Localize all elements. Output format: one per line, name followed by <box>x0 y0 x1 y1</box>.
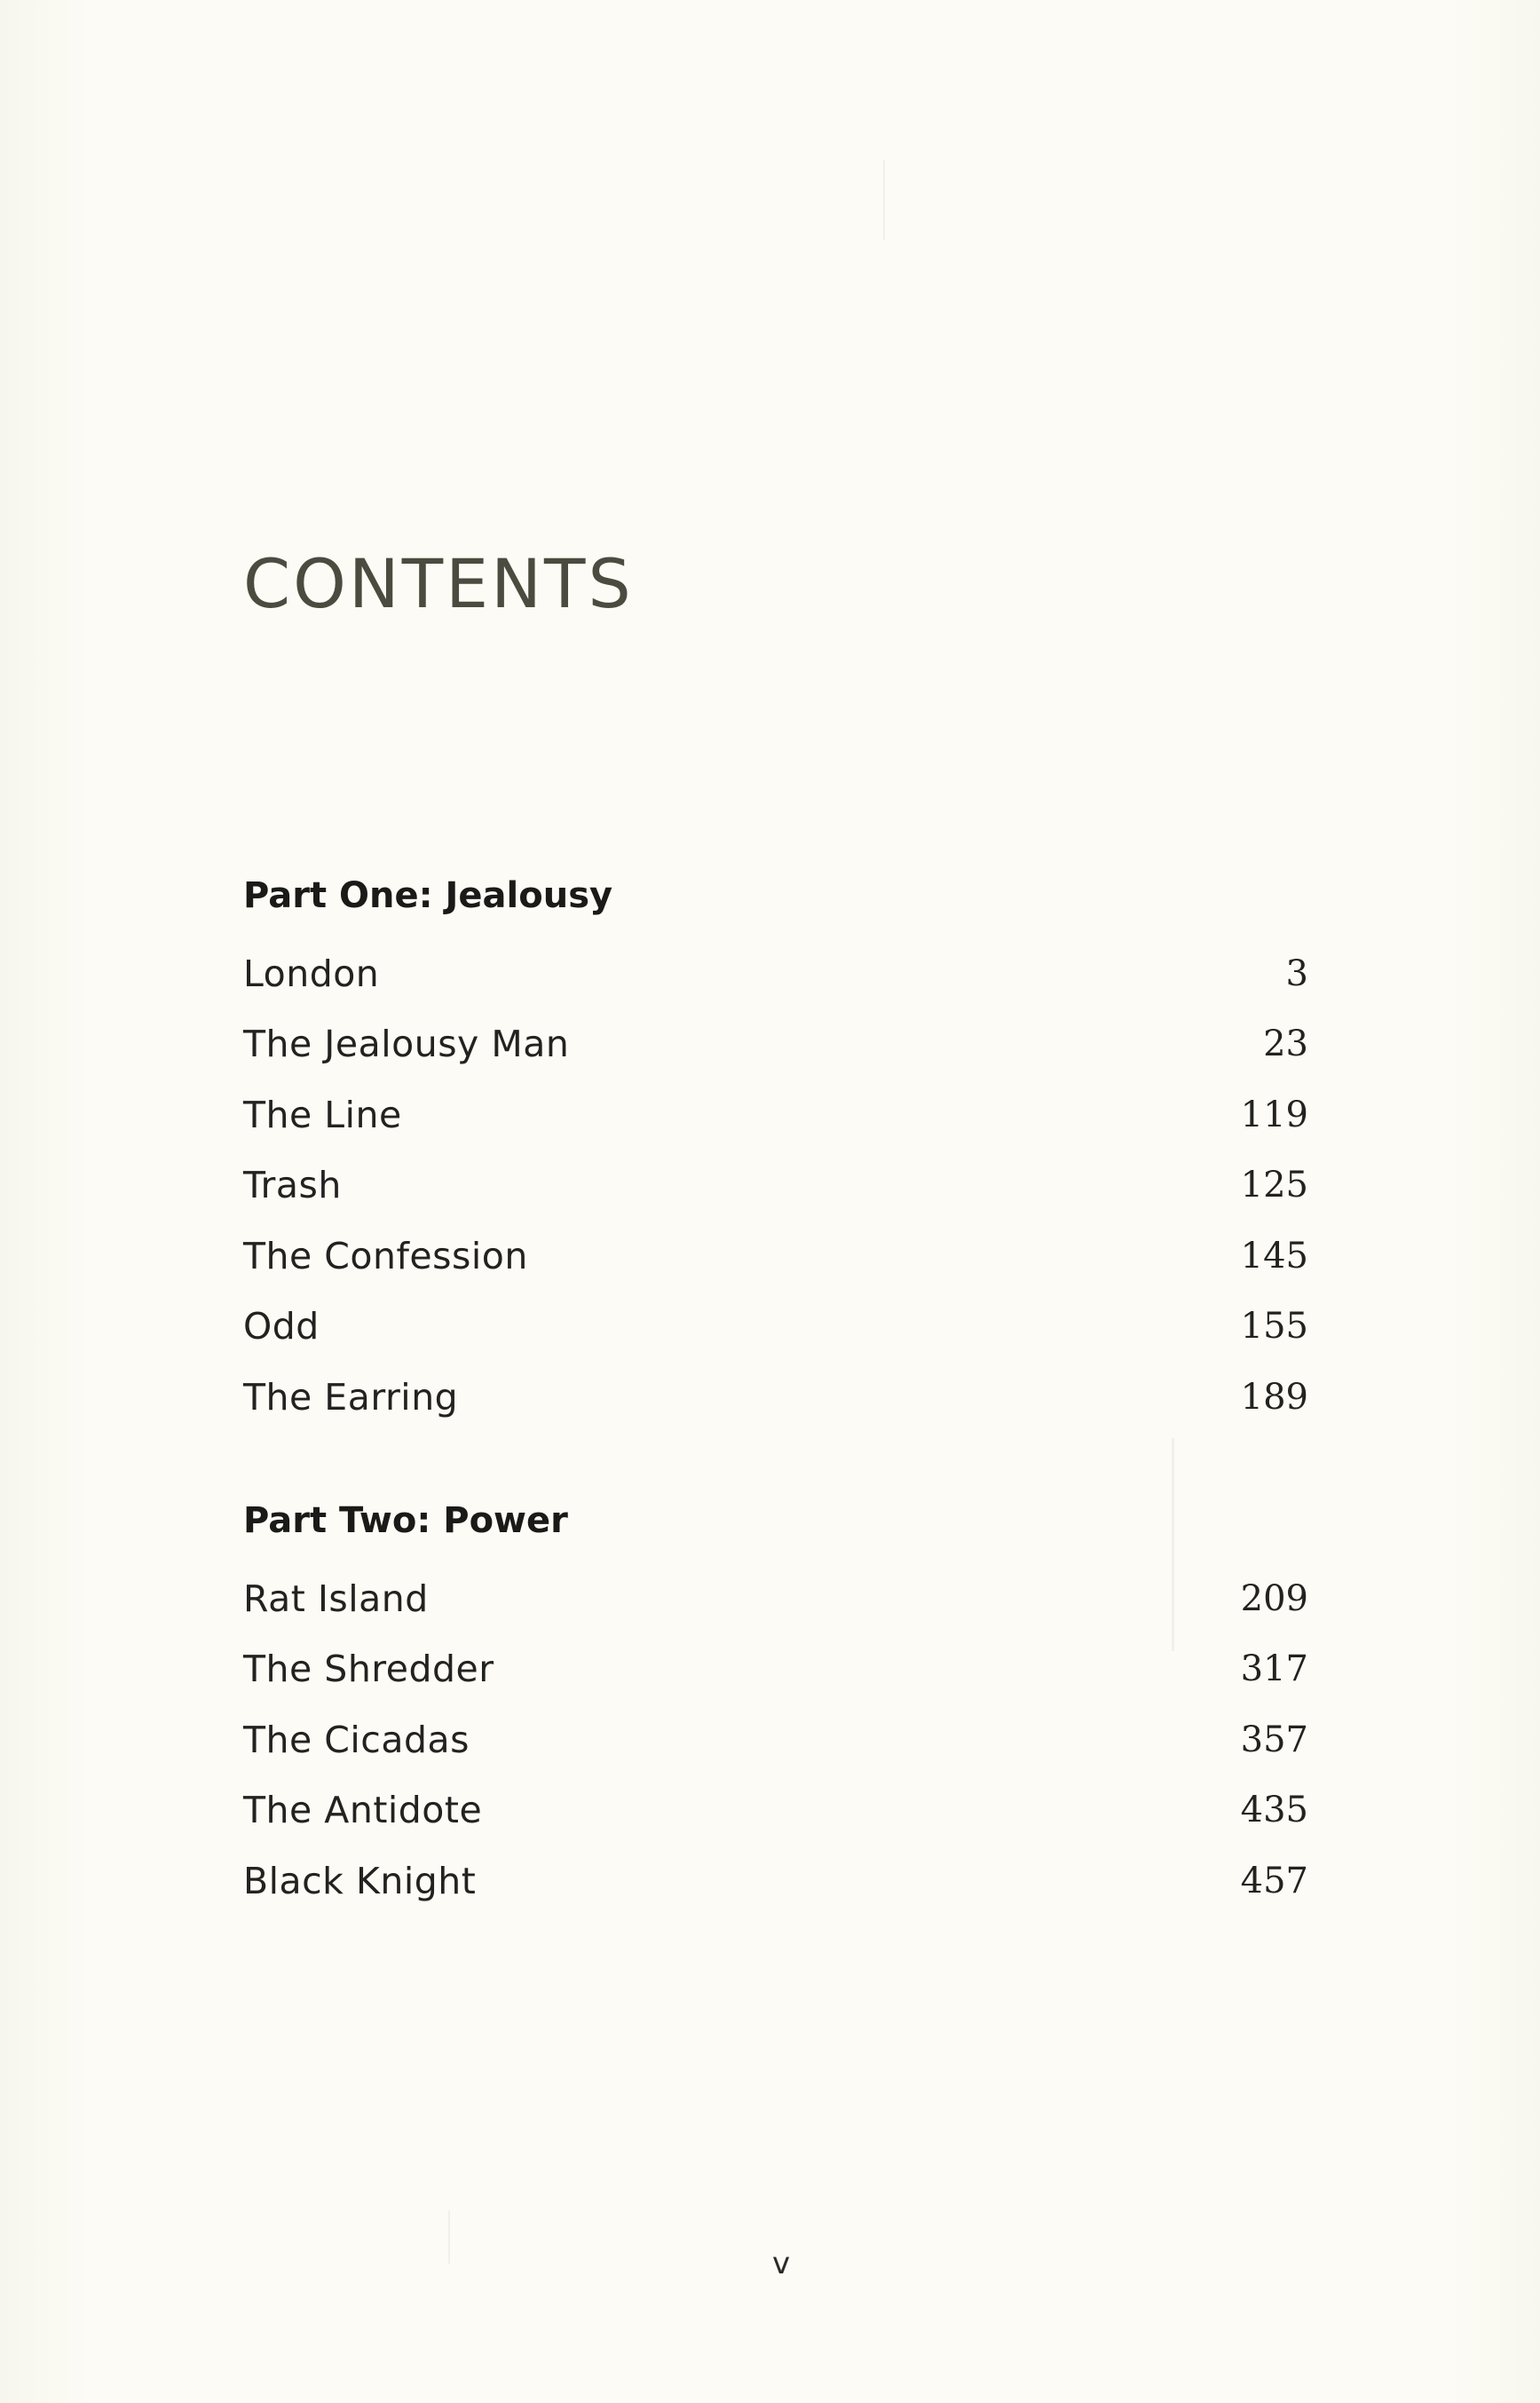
paper-mark <box>883 160 885 240</box>
toc-entry-title: The Jealousy Man <box>243 1023 570 1066</box>
toc-entry-title: Odd <box>243 1305 320 1348</box>
toc-entry-page: 189 <box>1240 1376 1308 1418</box>
toc-entry-page: 209 <box>1240 1577 1308 1619</box>
toc-entry-page: 317 <box>1240 1648 1308 1690</box>
toc-entry-title: The Antidote <box>243 1789 483 1832</box>
page-title: CONTENTS <box>243 544 634 623</box>
part-two-section <box>243 1493 1308 1917</box>
toc-entry[interactable] <box>243 1009 1308 1080</box>
part-heading: Part Two: Power <box>243 1500 568 1541</box>
toc-entry-title: The Shredder <box>243 1648 494 1691</box>
toc-entry-page: 457 <box>1240 1860 1308 1901</box>
toc-entry-title: London <box>243 952 380 995</box>
toc-entry[interactable] <box>243 1846 1308 1917</box>
toc-entry[interactable] <box>243 1079 1308 1150</box>
toc-entry-title: The Earring <box>243 1375 459 1419</box>
toc-entry-page: 125 <box>1240 1165 1308 1206</box>
part-one-section <box>243 868 1308 1433</box>
paper-mark <box>448 2210 450 2264</box>
toc-entry-page: 357 <box>1240 1719 1308 1760</box>
toc-entry-title: The Confession <box>243 1234 528 1277</box>
toc-entry[interactable] <box>243 938 1308 1009</box>
toc-entry-title: Trash <box>243 1164 342 1207</box>
toc-entry-title: The Line <box>243 1093 402 1136</box>
toc-entry-page: 145 <box>1240 1235 1308 1277</box>
toc-entry-page: 23 <box>1263 1024 1308 1065</box>
toc-entry-page: 155 <box>1240 1306 1308 1348</box>
toc-entry[interactable] <box>243 1221 1308 1292</box>
toc-entry[interactable] <box>243 1292 1308 1363</box>
toc-entry-page: 119 <box>1240 1094 1308 1135</box>
toc-entry[interactable] <box>243 1563 1308 1634</box>
toc-entry-page: 3 <box>1285 953 1308 994</box>
toc-entry[interactable] <box>243 1150 1308 1221</box>
toc-entry-title: Black Knight <box>243 1859 477 1902</box>
toc-entry[interactable] <box>243 1775 1308 1846</box>
toc-entry-page: 435 <box>1240 1790 1308 1831</box>
toc-entry-title: Rat Island <box>243 1577 429 1620</box>
toc-entry[interactable] <box>243 1362 1308 1433</box>
page-folio: v <box>771 2246 791 2281</box>
toc-entry-title: The Cicadas <box>243 1718 470 1761</box>
toc-entry[interactable] <box>243 1704 1308 1775</box>
toc-entry[interactable] <box>243 1634 1308 1705</box>
part-heading: Part One: Jealousy <box>243 875 613 916</box>
